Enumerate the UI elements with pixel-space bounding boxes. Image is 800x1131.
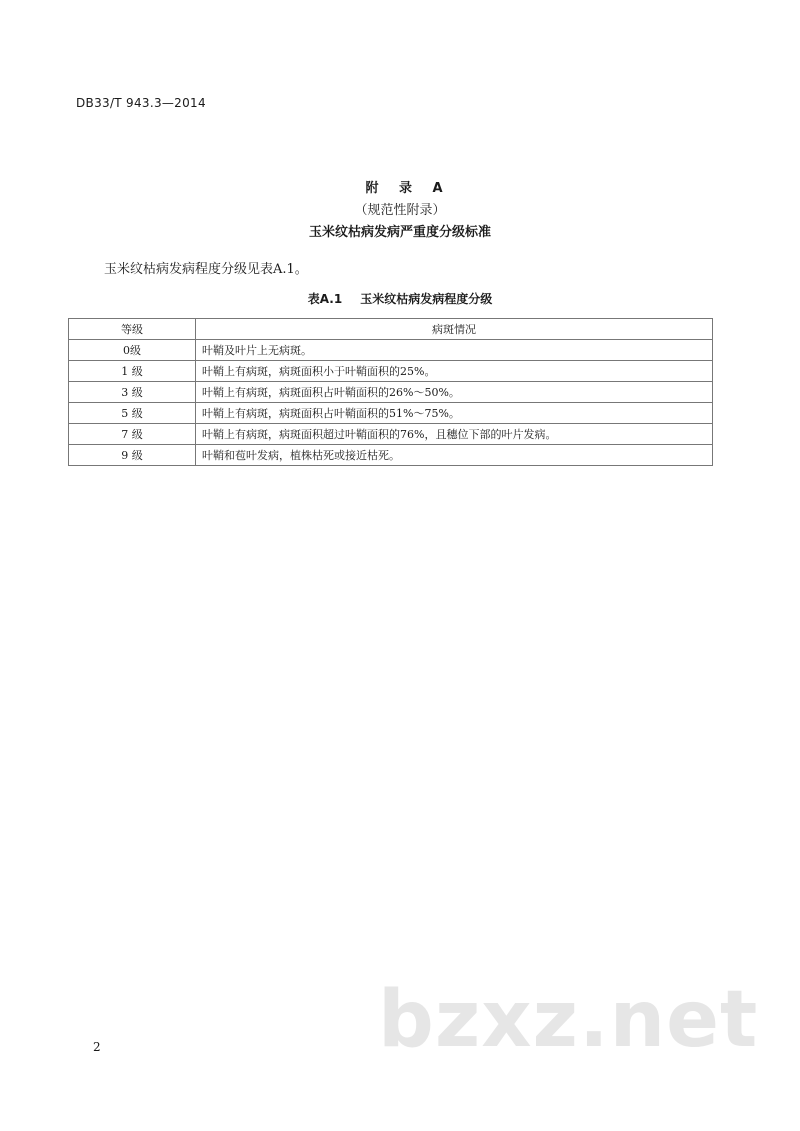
appendix-type: （规范性附录） [354, 203, 446, 218]
table-row [69, 382, 713, 403]
table-caption-number: 表A.1 [307, 292, 343, 306]
document-code: DB33/T 943.3—2014 [76, 96, 206, 110]
grade-cell: 3 级 [69, 382, 196, 403]
description-cell: 叶鞘上有病斑，病斑面积占叶鞘面积的51%～75%。 [196, 403, 713, 424]
description-cell: 叶鞘上有病斑，病斑面积占叶鞘面积的26%～50%。 [196, 382, 713, 403]
appendix-heading: 玉米纹枯病发病严重度分级标准 [308, 225, 491, 240]
description-cell: 叶鞘及叶片上无病斑。 [196, 340, 713, 361]
column-header-description: 病斑情况 [196, 319, 713, 340]
grade-cell: 5 级 [69, 403, 196, 424]
grade-cell: 7 级 [69, 424, 196, 445]
table-row [69, 445, 713, 466]
grade-cell: 0级 [69, 340, 196, 361]
table-row [69, 403, 713, 424]
column-header-grade: 等级 [69, 319, 196, 340]
intro-paragraph: 玉米纹枯病发病程度分级见表A.1。 [104, 262, 308, 277]
page-number: 2 [93, 1040, 101, 1054]
description-cell: 叶鞘和苞叶发病，植株枯死或接近枯死。 [196, 445, 713, 466]
appendix-title: 附 录 A [365, 181, 451, 196]
table-row [69, 340, 713, 361]
description-cell: 叶鞘上有病斑，病斑面积小于叶鞘面积的25%。 [196, 361, 713, 382]
table-row [69, 424, 713, 445]
table-row [69, 361, 713, 382]
table-caption [0, 290, 800, 307]
table-header-row [69, 319, 713, 340]
grade-cell: 9 级 [69, 445, 196, 466]
table-caption-title: 玉米纹枯病发病程度分级 [360, 292, 493, 306]
watermark: bzxz.net [378, 975, 759, 1065]
severity-table [68, 318, 713, 466]
description-cell: 叶鞘上有病斑，病斑面积超过叶鞘面积的76%，且穗位下部的叶片发病。 [196, 424, 713, 445]
grade-cell: 1 级 [69, 361, 196, 382]
